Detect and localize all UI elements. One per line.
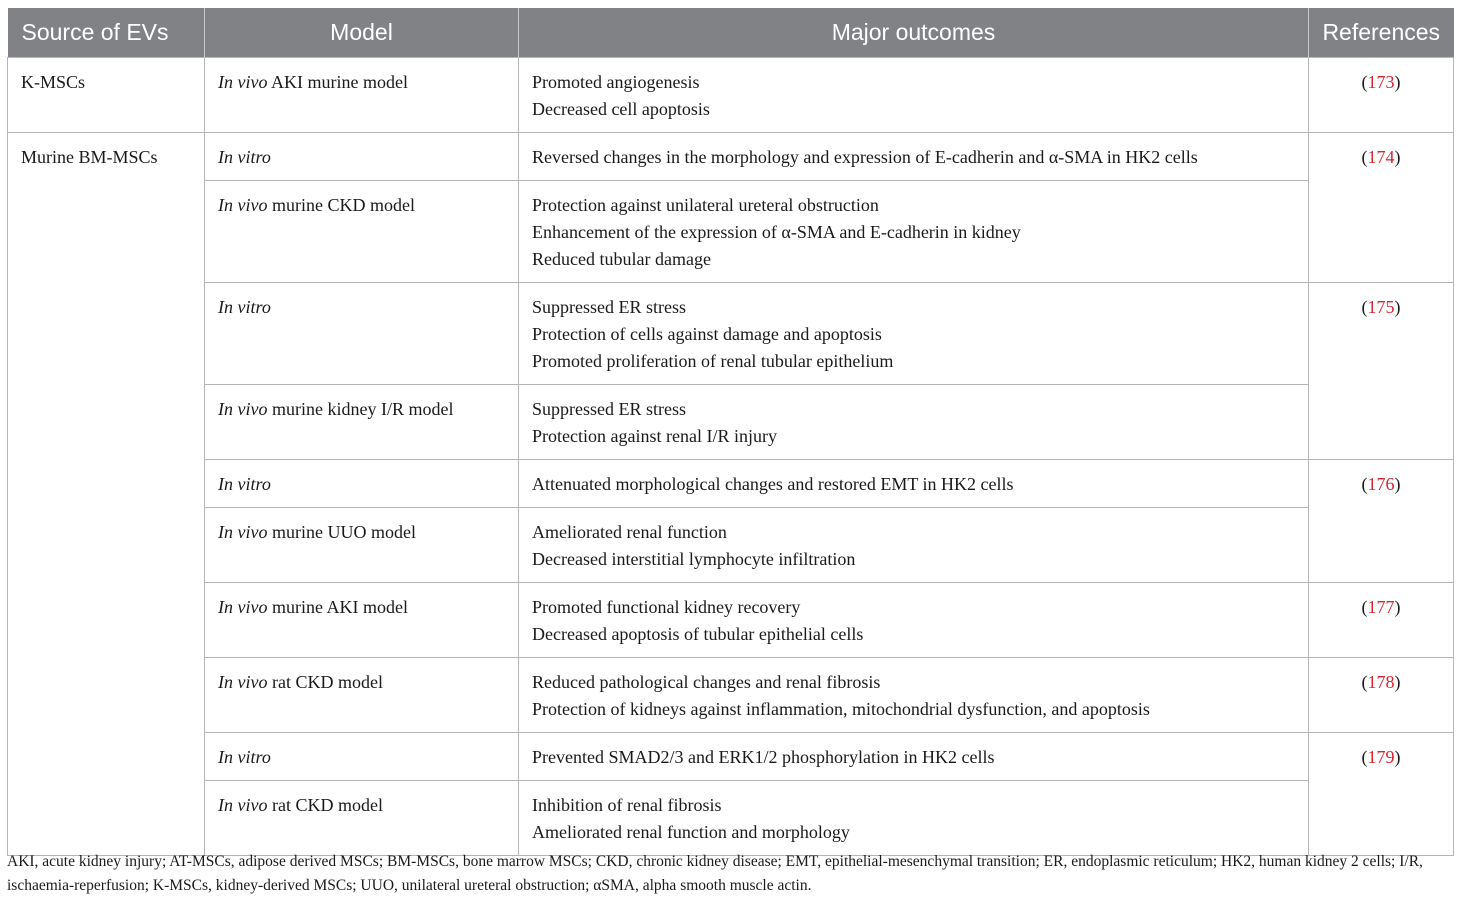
header-model: Model <box>205 8 519 58</box>
model-text: murine UUO model <box>267 522 416 542</box>
table-row <box>8 781 1454 856</box>
outcomes-cell <box>519 385 1309 460</box>
reference-cell: (174) <box>1309 133 1454 283</box>
reference-link[interactable]: 179 <box>1367 747 1395 767</box>
reference-cell: (173) <box>1309 58 1454 133</box>
outcome-line: Reduced pathological changes and renal fibrosis <box>532 672 881 692</box>
model-cell <box>205 385 519 460</box>
model-cell <box>205 658 519 733</box>
reference-cell: (175) <box>1309 283 1454 460</box>
model-cell <box>205 781 519 856</box>
header-row <box>8 8 1454 58</box>
outcome-line: Promoted functional kidney recovery <box>532 597 801 617</box>
model-italic: In vivo <box>218 195 268 215</box>
model-italic: In vivo <box>218 597 268 617</box>
reference-link[interactable]: 174 <box>1367 147 1395 167</box>
outcome-line: Suppressed ER stress <box>532 297 686 317</box>
outcomes-cell <box>519 181 1309 283</box>
outcome-line: Protection of cells against damage and apoptosis <box>532 324 882 344</box>
table-row <box>8 658 1454 733</box>
model-italic: In vitro <box>218 747 271 767</box>
outcomes-cell <box>519 460 1309 508</box>
model-cell <box>205 583 519 658</box>
table-row <box>8 508 1454 583</box>
table-row <box>8 583 1454 658</box>
reference-link[interactable]: 175 <box>1367 297 1395 317</box>
source-cell: Murine BM-MSCs <box>8 133 205 856</box>
outcome-line: Ameliorated renal function <box>532 522 727 542</box>
outcome-line: Enhancement of the expression of α-SMA and E-cadherin in kidney <box>532 222 1021 242</box>
outcomes-cell <box>519 781 1309 856</box>
outcome-line: Promoted angiogenesis <box>532 72 700 92</box>
reference-link[interactable]: 178 <box>1367 672 1395 692</box>
model-text: AKI murine model <box>267 72 408 92</box>
outcomes-cell <box>519 658 1309 733</box>
outcomes-cell <box>519 58 1309 133</box>
outcomes-cell <box>519 733 1309 781</box>
table-row <box>8 133 1454 181</box>
table-row <box>8 733 1454 781</box>
outcomes-cell <box>519 583 1309 658</box>
table-row <box>8 283 1454 385</box>
model-cell <box>205 133 519 181</box>
model-text: murine CKD model <box>267 195 415 215</box>
reference-link[interactable]: 173 <box>1367 72 1395 92</box>
header-source: Source of EVs <box>8 8 205 58</box>
model-text: rat CKD model <box>267 795 383 815</box>
model-italic: In vivo <box>218 72 268 92</box>
model-italic: In vivo <box>218 672 268 692</box>
model-text: rat CKD model <box>267 672 383 692</box>
outcomes-cell <box>519 283 1309 385</box>
outcome-line: Reduced tubular damage <box>532 249 711 269</box>
outcome-line: Decreased interstitial lymphocyte infiltration <box>532 549 856 569</box>
outcomes-cell <box>519 508 1309 583</box>
evs-table-container <box>7 8 1453 856</box>
table-row <box>8 181 1454 283</box>
outcomes-cell <box>519 133 1309 181</box>
reference-cell: (176) <box>1309 460 1454 583</box>
outcome-line: Protection against unilateral ureteral obstruction <box>532 195 879 215</box>
outcome-line: Attenuated morphological changes and restored EMT in HK2 cells <box>532 474 1014 494</box>
reference-cell: (178) <box>1309 658 1454 733</box>
evs-table <box>7 8 1454 856</box>
model-cell <box>205 181 519 283</box>
reference-cell: (179) <box>1309 733 1454 856</box>
model-cell <box>205 508 519 583</box>
header-references: References <box>1309 8 1454 58</box>
reference-link[interactable]: 176 <box>1367 474 1395 494</box>
table-footnote: AKI, acute kidney injury; AT-MSCs, adipose derived MSCs; BM-MSCs, bone marrow MSCs; CKD, chronic kidney disease; EMT, epithelial-mesenchymal transition; ER, endoplasmic reticulum; HK2, human kidney 2 cells; I/R, ischaemia-reperfusion; K-MSCs, kidney-derived MSCs; UUO, unilateral ureteral obstruction; αSMA, alpha smooth muscle actin. <box>7 853 1423 894</box>
model-cell <box>205 283 519 385</box>
model-italic: In vitro <box>218 297 271 317</box>
outcome-line: Protection against renal I/R injury <box>532 426 777 446</box>
outcome-line: Suppressed ER stress <box>532 399 686 419</box>
model-cell <box>205 460 519 508</box>
model-cell <box>205 58 519 133</box>
source-cell: K-MSCs <box>8 58 205 133</box>
model-italic: In vivo <box>218 522 268 542</box>
table-body <box>8 58 1454 856</box>
model-italic: In vivo <box>218 399 268 419</box>
model-italic: In vitro <box>218 147 271 167</box>
reference-link[interactable]: 177 <box>1367 597 1395 617</box>
table-row <box>8 460 1454 508</box>
outcome-line: Prevented SMAD2/3 and ERK1/2 phosphorylation in HK2 cells <box>532 747 995 767</box>
outcome-line: Decreased apoptosis of tubular epithelial cells <box>532 624 864 644</box>
model-italic: In vivo <box>218 795 268 815</box>
outcome-line: Protection of kidneys against inflammation, mitochondrial dysfunction, and apoptosis <box>532 699 1150 719</box>
model-text: murine AKI model <box>267 597 408 617</box>
header-outcomes: Major outcomes <box>519 8 1309 58</box>
outcome-line: Ameliorated renal function and morphology <box>532 822 850 842</box>
reference-cell: (177) <box>1309 583 1454 658</box>
outcome-line: Promoted proliferation of renal tubular epithelium <box>532 351 894 371</box>
outcome-line: Inhibition of renal fibrosis <box>532 795 722 815</box>
table-row <box>8 58 1454 133</box>
model-cell <box>205 733 519 781</box>
table-row <box>8 385 1454 460</box>
model-italic: In vitro <box>218 474 271 494</box>
outcome-line: Reversed changes in the morphology and expression of E-cadherin and α-SMA in HK2 cells <box>532 147 1198 167</box>
outcome-line: Decreased cell apoptosis <box>532 99 710 119</box>
model-text: murine kidney I/R model <box>267 399 454 419</box>
